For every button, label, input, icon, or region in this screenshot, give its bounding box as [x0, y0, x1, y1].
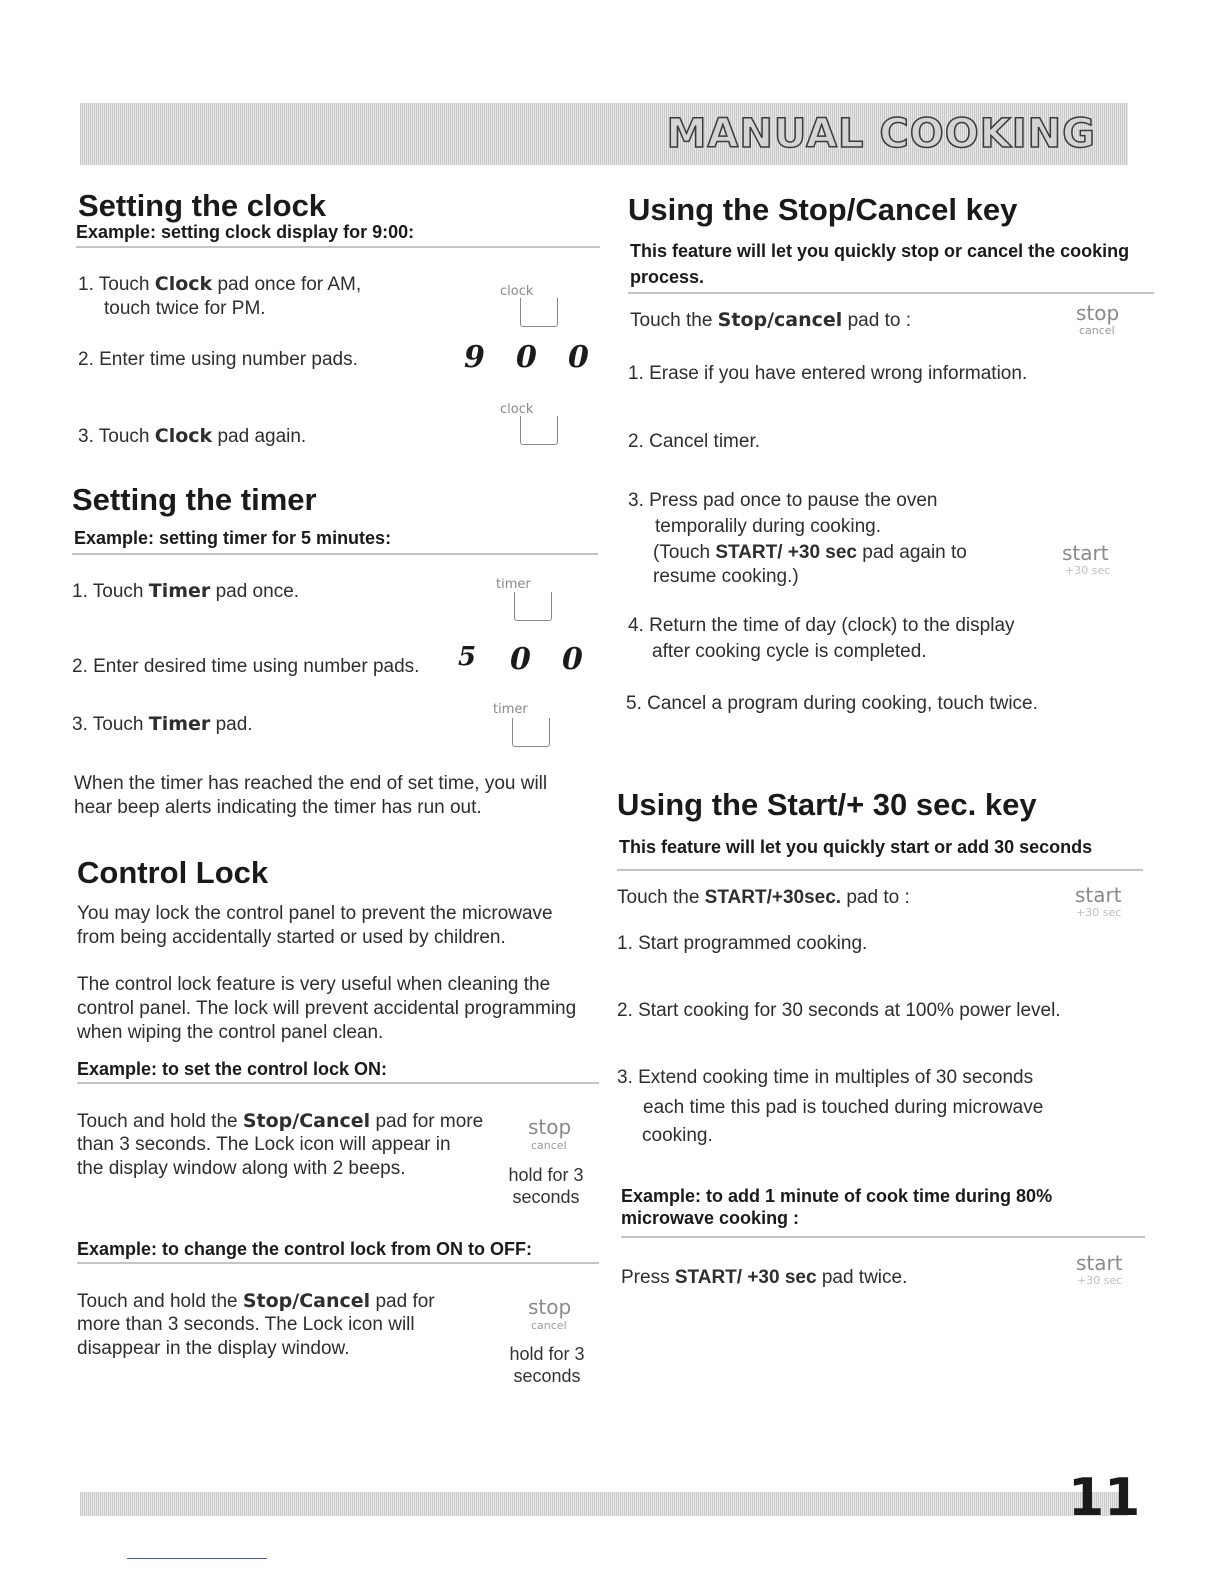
timer-note-line1: When the timer has reached the end of set time, you will — [74, 773, 548, 794]
timer-digit: 5 — [458, 642, 477, 672]
start30-item-3: each time this pad is touched during microwave — [643, 1097, 1044, 1118]
footer-bar — [80, 1492, 1128, 1516]
start30-press: Press START/ +30 sec pad twice. — [621, 1267, 908, 1288]
divider — [617, 869, 1143, 871]
cancel-key-label: cancel — [531, 1319, 567, 1332]
lock-on-instructions: Touch and hold the Stop/Cancel pad for more — [77, 1110, 484, 1132]
stop-cancel-item-4: after cooking cycle is completed. — [652, 641, 927, 662]
divider — [77, 1262, 599, 1264]
header-banner — [80, 103, 1128, 165]
stop-key-label: stop — [1076, 301, 1120, 325]
plus30-key-label: +30 sec — [1077, 1274, 1123, 1287]
divider — [76, 246, 600, 248]
stop-cancel-item-3: temporalily during cooking. — [655, 516, 882, 537]
stop-key-label: stop — [528, 1115, 572, 1139]
divider — [77, 1082, 599, 1084]
clock-key-icon — [520, 298, 558, 327]
plus30-key-label: +30 sec — [1065, 564, 1111, 577]
start30-item-1: 1. Start programmed cooking. — [617, 933, 868, 954]
clock-key-icon — [520, 416, 558, 445]
page-title: MANUAL COOKING — [666, 111, 1096, 157]
start-key-label: start — [1062, 541, 1109, 565]
lock-on-example: Example: to set the control lock ON: — [77, 1059, 388, 1079]
clock-section-title: Setting the clock — [78, 188, 327, 223]
start30-title: Using the Start/+ 30 sec. key — [617, 787, 1037, 822]
timer-step-2: 2. Enter desired time using number pads. — [72, 656, 420, 677]
lock-off-instructions: more than 3 seconds. The Lock icon will — [77, 1314, 415, 1335]
clock-key-label: clock — [500, 284, 534, 299]
hold-instruction: hold for 3 seconds — [508, 1165, 584, 1207]
timer-digit: 0 — [510, 642, 531, 677]
control-lock-para2: when wiping the control panel clean. — [77, 1022, 384, 1043]
lock-off-instructions: Touch and hold the Stop/Cancel pad for — [77, 1290, 435, 1312]
timer-example: Example: setting timer for 5 minutes: — [74, 528, 392, 548]
control-lock-para2: The control lock feature is very useful when cleaning the — [77, 974, 551, 995]
stop-cancel-item-4: 4. Return the time of day (clock) to the display — [628, 615, 1015, 636]
timer-key-icon — [512, 718, 550, 747]
footer-line — [127, 1558, 267, 1559]
stop-cancel-item-3: 3. Press pad once to pause the oven — [628, 490, 938, 511]
stop-cancel-item-3: resume cooking.) — [653, 566, 799, 587]
stop-cancel-intro: process. — [630, 267, 705, 287]
timer-digit: 0 — [562, 642, 583, 677]
page-number: 11 — [1068, 1468, 1141, 1528]
clock-step-2: 2. Enter time using number pads. — [78, 349, 358, 370]
stop-cancel-touch: Touch the Stop/cancel pad to : — [630, 309, 911, 331]
clock-step-1-line2: touch twice for PM. — [104, 298, 266, 319]
timer-step-3: 3. Touch Timer pad. — [72, 713, 253, 735]
clock-digit: 0 — [568, 340, 589, 375]
stop-key-label: stop — [528, 1295, 572, 1319]
start-key-label: start — [1075, 883, 1122, 907]
stop-cancel-intro: This feature will let you quickly stop or cancel the cooking — [630, 241, 1130, 261]
start30-intro: This feature will let you quickly start or add 30 seconds — [619, 837, 1093, 857]
control-lock-para1: You may lock the control panel to prevent the microwave — [77, 903, 553, 924]
timer-note-line2: hear beep alerts indicating the timer has run out. — [74, 797, 482, 818]
stop-cancel-item-5: 5. Cancel a program during cooking, touch twice. — [626, 693, 1038, 714]
stop-cancel-item-2: 2. Cancel timer. — [628, 431, 760, 452]
lock-on-instructions: the display window along with 2 beeps. — [77, 1158, 406, 1179]
plus30-key-label: +30 sec — [1076, 906, 1122, 919]
start30-example: microwave cooking : — [621, 1208, 800, 1228]
clock-digit: 9 — [464, 340, 485, 375]
cancel-key-label: cancel — [1079, 324, 1115, 337]
hold-instruction: hold for 3 seconds — [509, 1344, 585, 1386]
control-lock-title: Control Lock — [77, 855, 269, 890]
stop-cancel-item-1: 1. Erase if you have entered wrong information. — [628, 363, 1028, 384]
stop-cancel-item-3: (Touch START/ +30 sec pad again to — [653, 542, 967, 563]
cancel-key-label: cancel — [531, 1139, 567, 1152]
clock-key-label: clock — [500, 402, 534, 417]
start30-touch: Touch the START/+30sec. pad to : — [617, 887, 910, 908]
timer-key-label: timer — [493, 702, 528, 717]
control-lock-para1: from being accidentally started or used by children. — [77, 927, 506, 948]
timer-key-icon — [514, 592, 552, 621]
start30-example: Example: to add 1 minute of cook time during 80% — [621, 1186, 1053, 1206]
timer-step-1: 1. Touch Timer pad once. — [72, 580, 300, 602]
clock-step-1: 1. Touch Clock pad once for AM, — [78, 273, 362, 295]
clock-step-3: 3. Touch Clock pad again. — [78, 425, 307, 447]
divider — [628, 292, 1154, 294]
lock-on-instructions: than 3 seconds. The Lock icon will appear in — [77, 1134, 451, 1155]
timer-key-label: timer — [496, 577, 531, 592]
stop-cancel-title: Using the Stop/Cancel key — [628, 192, 1018, 227]
lock-off-example: Example: to change the control lock from ON to OFF: — [77, 1239, 533, 1259]
start30-item-2: 2. Start cooking for 30 seconds at 100% power level. — [617, 1000, 1061, 1021]
clock-example: Example: setting clock display for 9:00: — [76, 222, 415, 242]
start30-item-3: 3. Extend cooking time in multiples of 30 seconds — [617, 1067, 1034, 1088]
lock-off-instructions: disappear in the display window. — [77, 1338, 350, 1359]
divider — [72, 553, 598, 555]
start30-item-3: cooking. — [642, 1125, 713, 1146]
clock-digit: 0 — [516, 340, 537, 375]
divider — [621, 1236, 1145, 1238]
control-lock-para2: control panel. The lock will prevent accidental programming — [77, 998, 577, 1019]
timer-section-title: Setting the timer — [72, 482, 317, 517]
start-key-label: start — [1076, 1251, 1123, 1275]
